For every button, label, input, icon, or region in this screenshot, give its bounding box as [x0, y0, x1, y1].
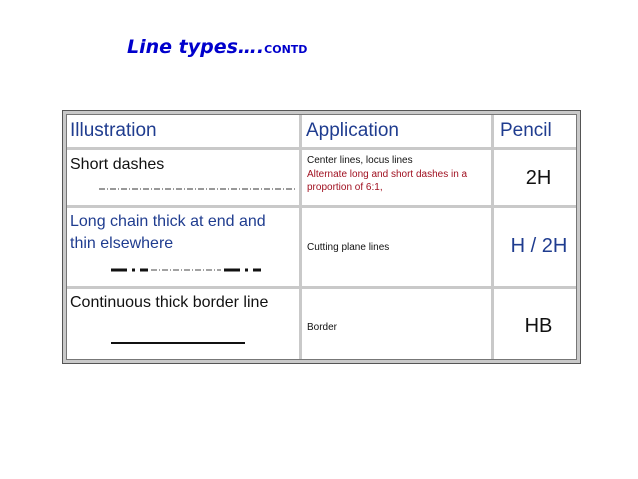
row3-illustration-label: Continuous thick border line — [70, 294, 269, 311]
row2-illustration-label: Long chain thick at end and thin elsewhere — [70, 213, 266, 252]
header-pencil: Pencil — [500, 120, 552, 141]
row1-application-line1: Center lines, locus lines — [307, 155, 413, 166]
thick-border-line-illustration — [111, 341, 245, 345]
header-application: Application — [306, 120, 399, 141]
row-divider — [67, 205, 576, 208]
row-divider — [67, 286, 576, 289]
chain-line-illustration — [111, 267, 271, 273]
slide-title-suffix: CONTD — [264, 43, 308, 56]
row3-application: Border — [307, 322, 338, 333]
row1-application-line2: Alternate long and short dashes in a proportion of 6:1, — [307, 169, 468, 193]
row2-application: Cutting plane lines — [307, 242, 390, 253]
row1-illustration-label: Short dashes — [70, 156, 165, 173]
row2-pencil: H / 2H — [510, 235, 568, 257]
row1-pencil: 2H — [525, 167, 552, 189]
row-divider — [67, 147, 576, 150]
column-divider — [491, 115, 494, 359]
row3-pencil: HB — [524, 315, 553, 337]
column-divider — [299, 115, 302, 359]
header-illustration: Illustration — [70, 120, 157, 141]
slide-title-main: Line types…. — [127, 36, 265, 58]
line-types-table — [62, 110, 581, 364]
slide-title — [127, 36, 307, 58]
short-dash-line-illustration — [99, 187, 295, 191]
table-body — [66, 114, 577, 360]
